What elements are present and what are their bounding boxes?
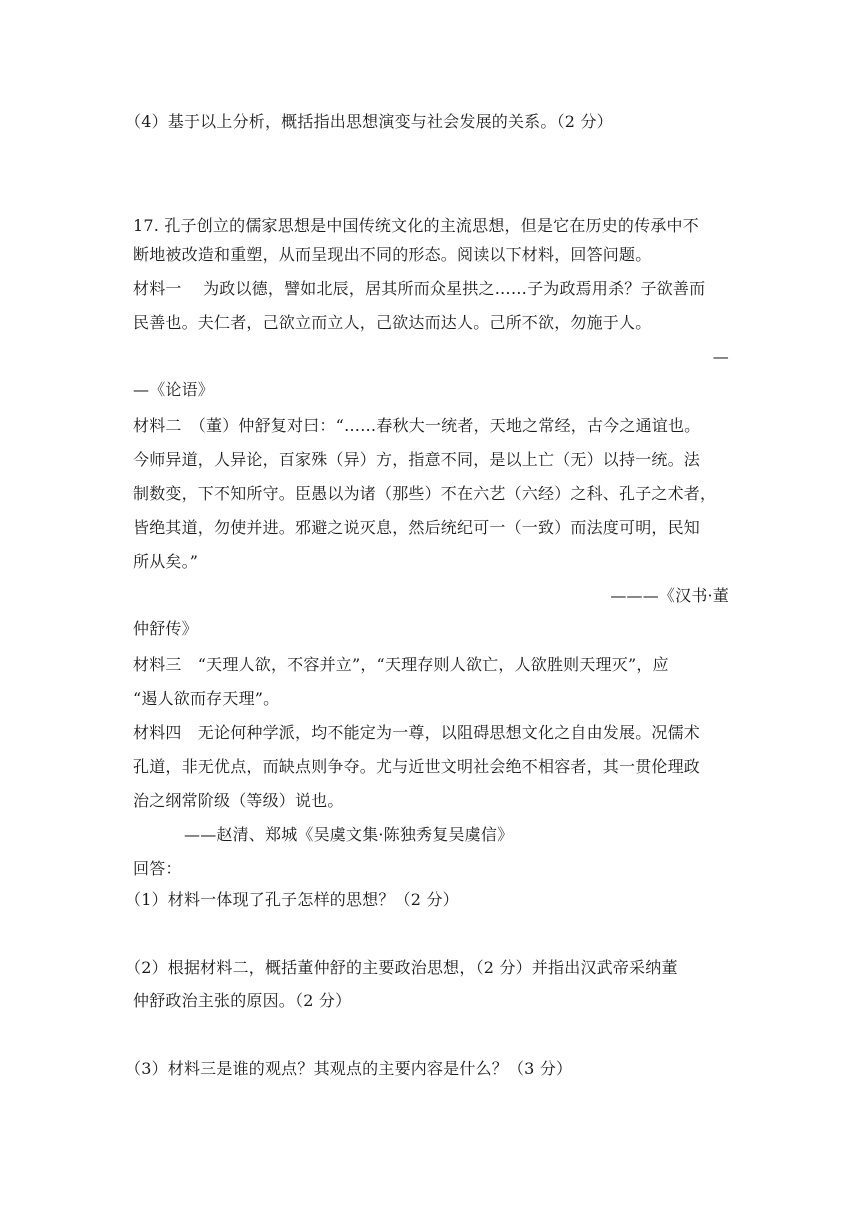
material-2-line-3: 制数变，下不知所守。臣愚以为诸（那些）不在六艺（六经）之科、孔子之术者，	[133, 484, 717, 503]
material-2-source-part-2: 仲舒传》	[133, 619, 198, 638]
material-2-line-4: 皆绝其道，勿使并进。邪避之说灭息，然后统纪可一（一致）而法度可明，民知	[133, 518, 701, 537]
material-1-source-dash: —	[712, 347, 729, 366]
q17-subquestion-1: （1）材料一体现了孔子怎样的思想？（2 分）	[125, 890, 459, 909]
answer-label: 回答：	[133, 859, 182, 878]
q17-intro-line-2: 断地被改造和重塑，从而呈现出不同的形态。阅读以下材料，回答问题。	[133, 245, 652, 264]
material-2-line-1: 材料二 （董）仲舒复对曰：“……春秋大一统者，天地之常经，古今之通谊也。	[133, 416, 701, 435]
material-1-line-1: 材料一 为政以德，譬如北辰，居其所而众星拱之……子为政焉用杀？子欲善而	[133, 279, 706, 298]
material-3-line-1: 材料三 “天理人欲，不容并立”，“天理存则人欲亡，人欲胜则天理灭”，应	[133, 655, 669, 674]
material-2-line-5: 所从矣。”	[133, 552, 199, 571]
material-2-source-part-1: ———《汉书·董	[610, 586, 729, 605]
material-2-line-2: 今师异道，人异论，百家殊（异）方，指意不同，是以上亡（无）以持一统。法	[133, 450, 701, 469]
q17-subquestion-2-line-2: 仲舒政治主张的原因。（2 分）	[133, 991, 352, 1010]
q17-subquestion-3: （3）材料三是谁的观点？其观点的主要内容是什么？（3 分）	[125, 1059, 573, 1078]
material-4-source: ——赵清、郑城《吴虞文集·陈独秀复吴虞信》	[184, 825, 514, 844]
material-4-line-2: 孔道，非无优点，而缺点则争夺。尤与近世文明社会绝不相容者，其一贯伦理政	[133, 757, 701, 776]
material-3-line-2: “遏人欲而存天理”。	[133, 689, 280, 708]
material-1-source: —《论语》	[133, 380, 215, 399]
material-4-line-1: 材料四 无论何种学派，均不能定为一尊，以阻碍思想文化之自由发展。况儒术	[133, 723, 701, 742]
material-4-line-3: 治之纲常阶级（等级）说也。	[133, 791, 344, 810]
q16-subquestion-4: （4）基于以上分析，概括指出思想演变与社会发展的关系。（2 分）	[125, 112, 613, 131]
q17-subquestion-2-line-1: （2）根据材料二，概括董仲舒的主要政治思想，（2 分）并指出汉武帝采纳董	[125, 958, 678, 977]
material-1-line-2: 民善也。夫仁者，己欲立而立人，己欲达而达人。己所不欲，勿施于人。	[133, 313, 652, 332]
q17-intro-line-1: 17. 孔子创立的儒家思想是中国传统文化的主流思想，但是它在历史的传承中不	[133, 216, 699, 235]
